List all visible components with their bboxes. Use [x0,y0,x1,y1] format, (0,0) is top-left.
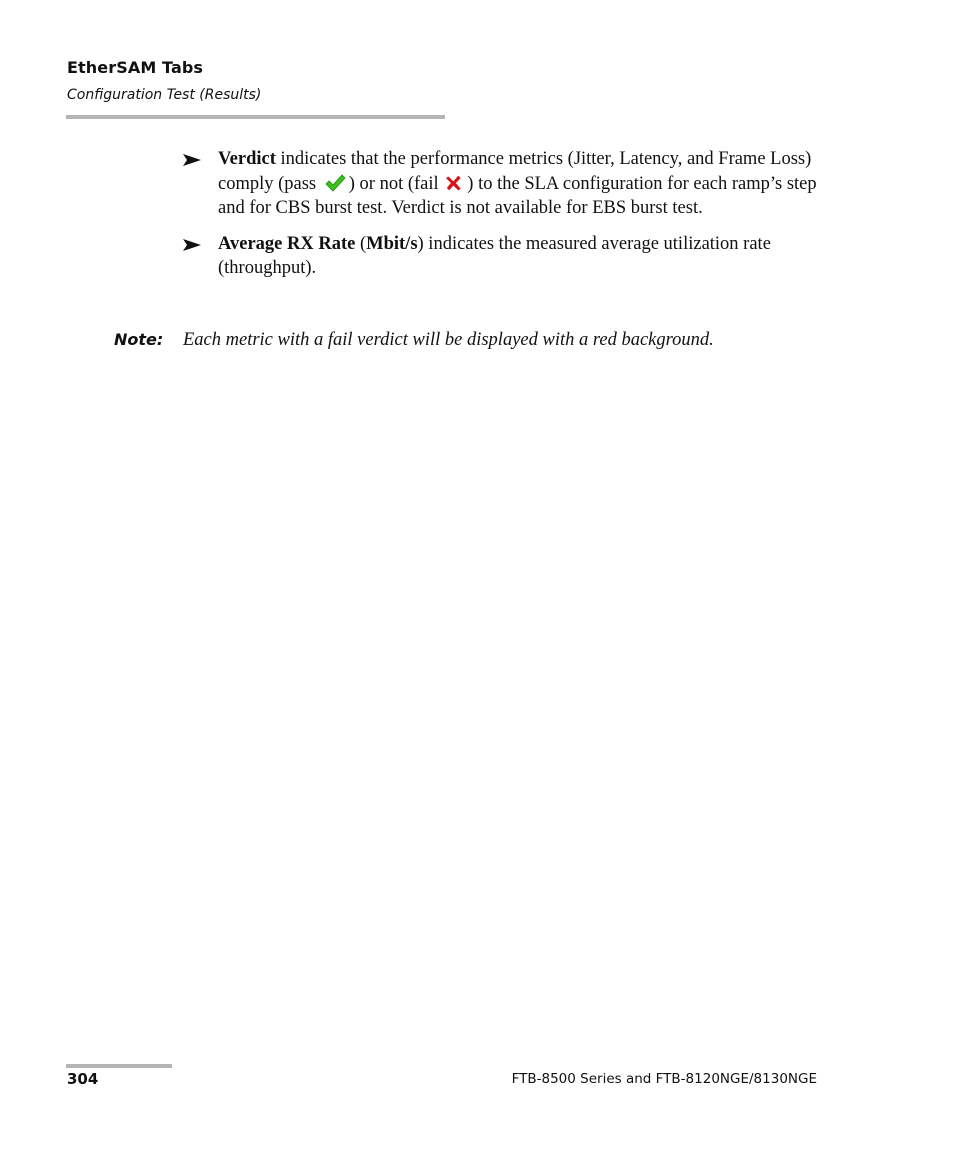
footer-divider [66,1064,172,1068]
bullet-text-part: indicates that the performance metrics (Jitter, Latency, and Frame Loss) comply (pass [218,149,812,194]
section-subtitle: Configuration Test (Results) [67,87,262,103]
bullet-item-verdict [183,147,833,221]
section-title: EtherSAM Tabs [67,58,204,77]
note [114,329,874,351]
arrow-bullet-icon [183,239,201,251]
bullet-unit: Mbit/s [366,233,418,254]
header-divider [66,115,445,119]
red-x-icon [446,173,464,193]
note-text: Each metric with a fail verdict will be displayed with a red background. [183,330,714,350]
bullet-term: Verdict [218,149,276,169]
bullet-text [218,149,817,218]
arrow-bullet-icon [183,154,201,166]
page-number: 304 [67,1070,99,1088]
bullet-list [183,147,833,292]
bullet-text [218,234,771,279]
bullet-text-part: ( [355,233,367,254]
bullet-item-average-rx-rate [183,232,833,281]
green-check-icon [324,173,346,193]
bullet-term: Average RX Rate [218,233,356,254]
bullet-text-part: ) or not (fail [348,173,444,194]
footer-product-name: FTB-8500 Series and FTB-8120NGE/8130NGE [511,1071,817,1087]
bullet-text-part: ) to the SLA configuration for each ramp’s step and for CBS burst test. Verdict is not available for EBS burst test. [218,173,817,219]
note-label: Note: [114,330,164,349]
bullet-text-part: ) indicates the measured average utilization rate (throughput). [218,233,771,279]
